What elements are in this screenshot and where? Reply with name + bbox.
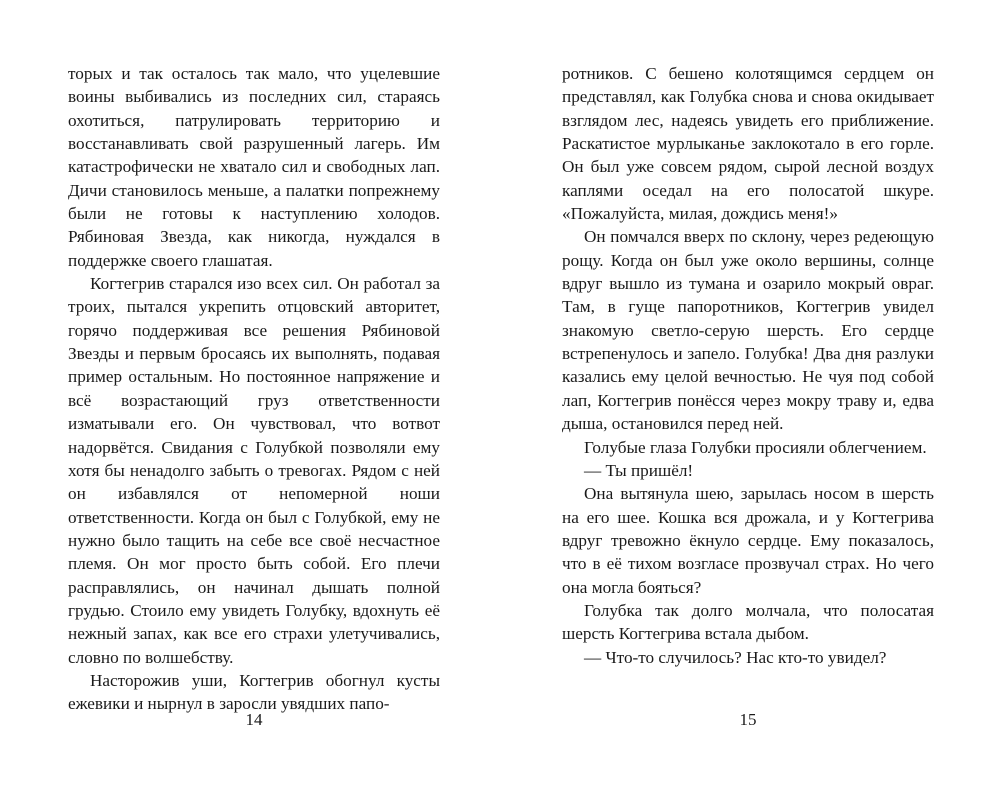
left-paragraph-2: Когтегрив старался изо всех сил. Он работал за троих, пытался укрепить отцовский авторитет, горячо поддерживая все решения Рябиновой Звезды и первым бросаясь их выполнять, подавая пример остальным. Но постоянное напряжение и всё возрастающий груз ответственности изматывали его. Он чувствовал, что вотвот надорвётся. Свидания с Голубкой позволяли ему хотя бы ненадолго забыть о тревогах. Рядом с ней он избавлялся от непомерной ноши ответственности. Когда он был с Голубкой, ему не нужно было тащить на себе все своё несчастное племя. Он мог просто быть собой. Его плечи расправлялись, он начинал дышать полной грудью. Стоило ему увидеть Голубку, вдохнуть её нежный запах, как все его страхи улетучивались, словно по волшебству. xyxy=(68,274,440,667)
right-paragraph-4: — Ты пришёл! xyxy=(584,460,694,480)
right-page-number: 15 xyxy=(739,710,757,729)
right-page-text xyxy=(562,62,934,669)
left-page-text xyxy=(68,62,440,716)
left-paragraph-1: торых и так осталось так мало, что уцелевшие воины выбивались из последних сил, стараясь охотиться, патрулировать территорию и восстанавливать свой разрушенный лагерь. Им катастрофически не хватало сил и свободных лап. Дичи становилось меньше, а палатки попрежнему были не готовы к наступлению холодов. Рябиновая Звезда, как никогда, нуждался в поддержке своего глашатая. xyxy=(68,64,440,270)
right-paragraph-5: Она вытянула шею, зарылась носом в шерсть на его шее. Кошка вся дрожала, и у Когтегрива вдруг тревожно ёкнуло сердце. Ему показалось, что в её тихом возгласе прозвучал страх. Но чего она могла бояться? xyxy=(562,484,934,597)
left-paragraph-3: Насторожив уши, Когтегрив обогнул кусты ежевики и нырнул в заросли увядших папо- xyxy=(68,670,440,714)
right-paragraph-7: — Что-то случилось? Нас кто-то увидел? xyxy=(584,647,887,667)
right-paragraph-6: Голубка так долго молчала, что полосатая шерсть Когтегрива встала дыбом. xyxy=(562,600,934,644)
right-paragraph-2: Он помчался вверх по склону, через редеющую рощу. Когда он был уже около вершины, солнце вдруг вышло из тумана и озарило мокрый овраг. Там, в гуще папоротников, Когтегрив увидел знакомую светло-серую шерсть. Его сердце встрепенулось и запело. Голубка! Два дня разлуки казались ему целой вечностью. Не чуя под собой лап, Когтегрив понёсся через мокру траву и, едва дыша, остановился перед ней. xyxy=(562,227,934,434)
right-paragraph-3: Голубые глаза Голубки просияли облегчением. xyxy=(584,437,927,457)
right-paragraph-1: ротников. С бешено колотящимся сердцем он представлял, как Голубка снова и снова окидывает взглядом лес, надеясь увидеть его приближение. Раскатистое мурлыканье заклокотало в его горле. Он был уже совсем рядом, сырой лесной воздух каплями оседал на его полосатой шкуре. «Пожалуйста, милая, дождись меня!» xyxy=(562,64,934,224)
left-page-number: 14 xyxy=(245,710,263,729)
